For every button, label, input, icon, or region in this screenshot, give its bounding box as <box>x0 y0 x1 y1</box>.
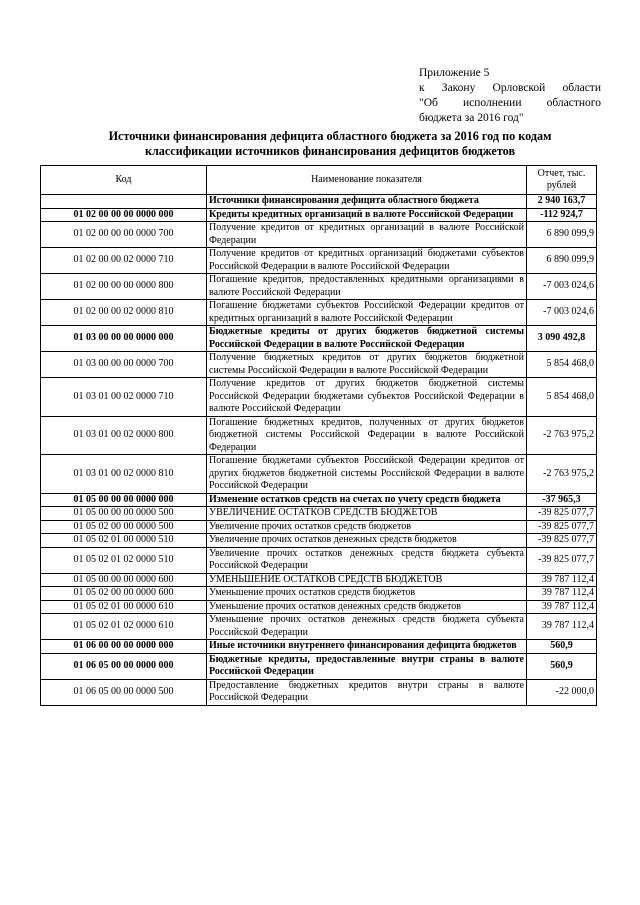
table-row <box>41 416 597 455</box>
row-code: 01 05 00 00 00 0000 500 <box>41 507 207 521</box>
annex-line-2: к Закону Орловской области <box>419 82 601 94</box>
row-value: -39 825 077,7 <box>527 534 597 548</box>
row-code: 01 02 00 00 02 0000 810 <box>41 300 207 326</box>
row-name: Источники финансирования дефицита областного бюджета <box>207 195 527 209</box>
annex-line-4: бюджета за 2016 год" <box>419 112 524 124</box>
row-name: Уменьшение прочих остатков средств бюджетов <box>207 587 527 601</box>
table-row <box>41 195 597 209</box>
row-code: 01 05 02 00 00 0000 500 <box>41 520 207 534</box>
table-row <box>41 679 597 705</box>
table-row <box>41 640 597 654</box>
table-row <box>41 653 597 679</box>
table-row <box>41 573 597 587</box>
row-value: -112 924,7 <box>527 208 597 222</box>
row-code: 01 02 00 00 02 0000 710 <box>41 248 207 274</box>
row-value: 39 787 112,4 <box>527 600 597 614</box>
row-name: Предоставление бюджетных кредитов внутри страны в валюте Российской Федерации <box>207 679 527 705</box>
row-code: 01 05 00 00 00 0000 000 <box>41 493 207 507</box>
row-value: -39 825 077,7 <box>527 520 597 534</box>
row-value: 560,9 <box>527 640 597 654</box>
row-value: 39 787 112,4 <box>527 573 597 587</box>
row-code: 01 05 02 01 02 0000 610 <box>41 614 207 640</box>
row-value: 39 787 112,4 <box>527 614 597 640</box>
row-value: -7 003 024,6 <box>527 300 597 326</box>
annex-line-3: "Об исполнении областного <box>419 97 601 109</box>
row-code: 01 06 05 00 00 0000 000 <box>41 653 207 679</box>
row-code <box>41 195 207 209</box>
table-row <box>41 248 597 274</box>
row-name: Увеличение прочих остатков денежных средств бюджетов <box>207 534 527 548</box>
row-name: Изменение остатков средств на счетах по учету средств бюджета <box>207 493 527 507</box>
row-code: 01 05 02 00 00 0000 600 <box>41 587 207 601</box>
sources-table <box>40 165 597 706</box>
row-name: Уменьшение прочих остатков денежных средств бюджета субъекта Российской Федерации <box>207 614 527 640</box>
table-row <box>41 222 597 248</box>
row-value: -22 000,0 <box>527 679 597 705</box>
row-value: -39 825 077,7 <box>527 547 597 573</box>
row-name: Погашение бюджетами субъектов Российской Федерации кредитов от кредитных организаций в валюте Российской Федерации <box>207 300 527 326</box>
row-code: 01 05 00 00 00 0000 600 <box>41 573 207 587</box>
row-name: Погашение бюджетных кредитов, полученных от других бюджетов бюджетной системы Российской Федерации в валюте Российской Федерации <box>207 416 527 455</box>
row-code: 01 05 02 01 00 0000 510 <box>41 534 207 548</box>
row-value: 6 890 099,9 <box>527 222 597 248</box>
table-row <box>41 455 597 494</box>
annex-note <box>419 66 601 126</box>
row-value: -2 763 975,2 <box>527 416 597 455</box>
row-name: Погашение бюджетами субъектов Российской Федерации кредитов от других бюджетов бюджетной системы Российской Федерации в валюте Российской Федерации <box>207 455 527 494</box>
row-value: 560,9 <box>527 653 597 679</box>
row-name: Бюджетные кредиты, предоставленные внутри страны в валюте Российской Федерации <box>207 653 527 679</box>
row-value: -2 763 975,2 <box>527 455 597 494</box>
table-row <box>41 600 597 614</box>
table-row <box>41 520 597 534</box>
row-name: Погашение кредитов, предоставленных кредитными организациями в валюте Российской Федерации <box>207 274 527 300</box>
table-row <box>41 587 597 601</box>
table-row <box>41 614 597 640</box>
table-row <box>41 208 597 222</box>
table-row <box>41 352 597 378</box>
row-name: Бюджетные кредиты от других бюджетов бюджетной системы Российской Федерации в валюте Российской Федерации <box>207 326 527 352</box>
row-value: -37 965,3 <box>527 493 597 507</box>
row-value: 5 854 468,0 <box>527 352 597 378</box>
row-code: 01 03 01 00 02 0000 710 <box>41 378 207 417</box>
row-code: 01 02 00 00 00 0000 800 <box>41 274 207 300</box>
row-name: Увеличение прочих остатков средств бюджетов <box>207 520 527 534</box>
table-row <box>41 507 597 521</box>
document-title: Источники финансирования дефицита областного бюджета за 2016 год по кодам классификации источников финансирования дефицитов бюджетов <box>108 129 552 158</box>
row-name: Кредиты кредитных организаций в валюте Российской Федерации <box>207 208 527 222</box>
table-row <box>41 493 597 507</box>
row-value: -7 003 024,6 <box>527 274 597 300</box>
table-row <box>41 300 597 326</box>
row-value: -39 825 077,7 <box>527 507 597 521</box>
table-body <box>41 195 597 706</box>
row-value: 39 787 112,4 <box>527 587 597 601</box>
annex-line-1: Приложение 5 <box>419 67 490 79</box>
row-code: 01 05 02 01 00 0000 610 <box>41 600 207 614</box>
table-row <box>41 274 597 300</box>
row-name: Уменьшение прочих остатков денежных средств бюджетов <box>207 600 527 614</box>
row-code: 01 03 00 00 00 0000 700 <box>41 352 207 378</box>
row-value: 6 890 099,9 <box>527 248 597 274</box>
table-row <box>41 378 597 417</box>
row-name: Получение кредитов от других бюджетов бюджетной системы Российской Федерации бюджетами субъектов Российской Федерации в валюте Российской Федерации <box>207 378 527 417</box>
row-name: Получение кредитов от кредитных организаций в валюте Российской Федерации <box>207 222 527 248</box>
row-name: Получение кредитов от кредитных организаций бюджетами субъектов Российской Федерации в валюте Российской Федерации <box>207 248 527 274</box>
row-code: 01 03 01 00 02 0000 810 <box>41 455 207 494</box>
table-row <box>41 534 597 548</box>
row-value: 5 854 468,0 <box>527 378 597 417</box>
table-row <box>41 547 597 573</box>
row-name: Получение бюджетных кредитов от других бюджетов бюджетной системы Российской Федерации в валюте Российской Федерации <box>207 352 527 378</box>
row-code: 01 05 02 01 02 0000 510 <box>41 547 207 573</box>
row-code: 01 06 05 00 00 0000 500 <box>41 679 207 705</box>
row-name: УВЕЛИЧЕНИЕ ОСТАТКОВ СРЕДСТВ БЮДЖЕТОВ <box>207 507 527 521</box>
row-name: Увеличение прочих остатков денежных средств бюджета субъекта Российской Федерации <box>207 547 527 573</box>
row-value: 2 940 163,7 <box>527 195 597 209</box>
row-name: Иные источники внутреннего финансирования дефицита бюджетов <box>207 640 527 654</box>
header-code: Код <box>41 166 207 195</box>
row-code: 01 03 00 00 00 0000 000 <box>41 326 207 352</box>
header-value: Отчет, тыс. рублей <box>527 166 597 195</box>
table-row <box>41 326 597 352</box>
row-code: 01 03 01 00 02 0000 800 <box>41 416 207 455</box>
table-header-row <box>41 166 597 195</box>
row-code: 01 02 00 00 00 0000 000 <box>41 208 207 222</box>
row-code: 01 02 00 00 00 0000 700 <box>41 222 207 248</box>
row-code: 01 06 00 00 00 0000 000 <box>41 640 207 654</box>
header-name: Наименование показателя <box>207 166 527 195</box>
row-name: УМЕНЬШЕНИЕ ОСТАТКОВ СРЕДСТВ БЮДЖЕТОВ <box>207 573 527 587</box>
row-value: 3 090 492,8 <box>527 326 597 352</box>
